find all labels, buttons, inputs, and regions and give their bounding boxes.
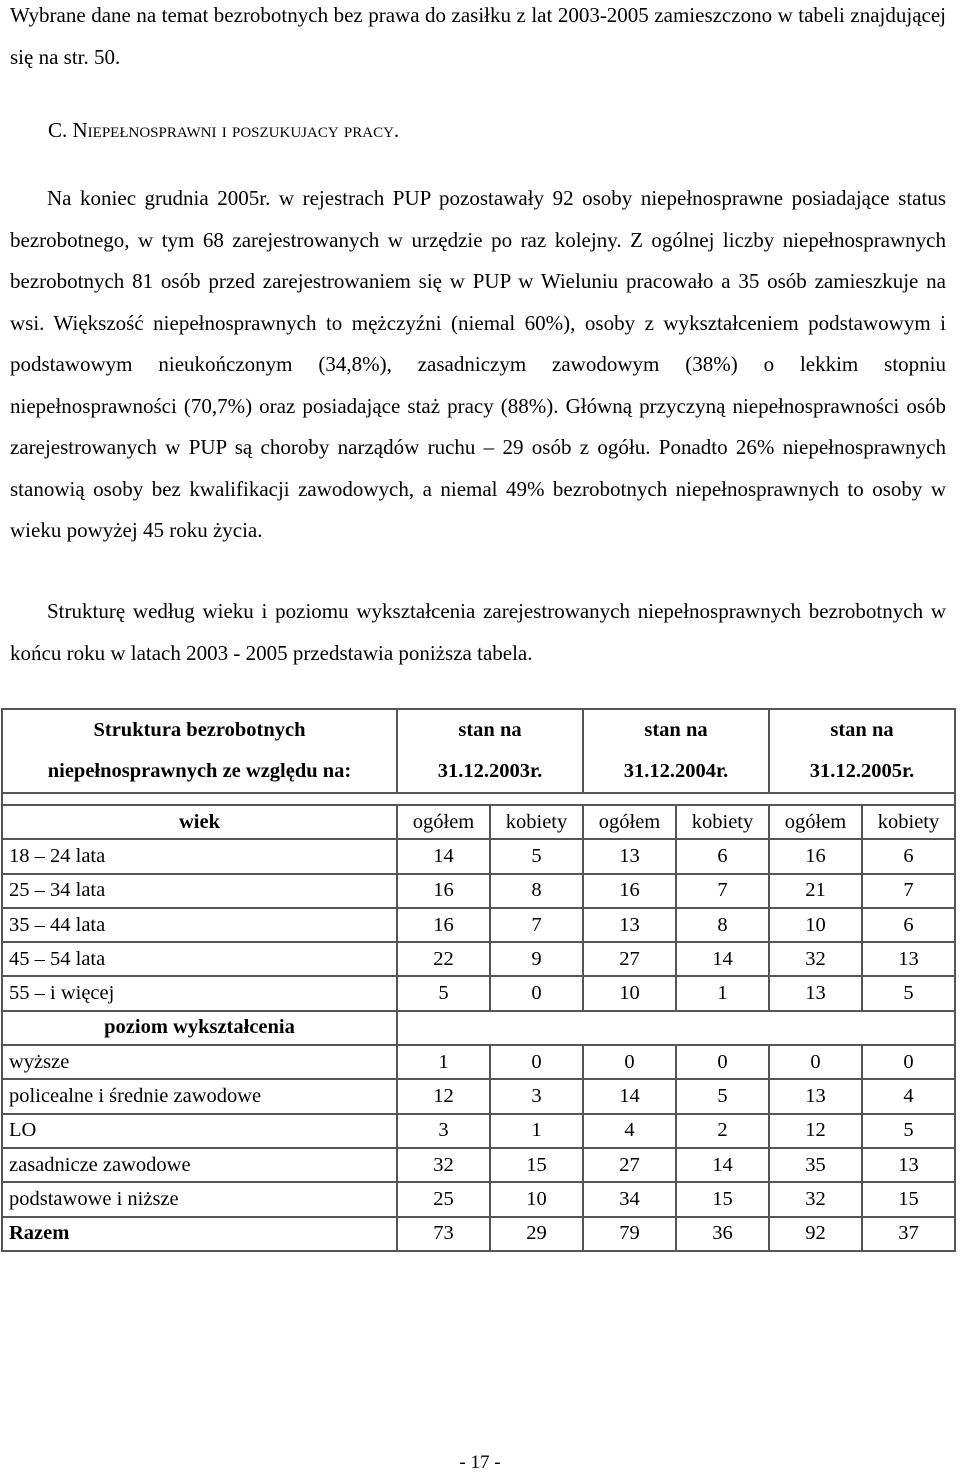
subheader-total: ogółem [583,805,676,839]
main-paragraph: Na koniec grudnia 2005r. w rejestrach PUP pozostawały 92 osoby niepełnosprawne posiadające status bezrobotnego, w tym 68 zarejestrowanych w urzędzie po raz kolejny. Z ogólnej liczby niepełnosprawnych bezrobotnych 81 osób przed zarejestrowaniem się w PUP w Wieluniu pracowało a 35 osób zamieszkuje na wsi. Większość niepełnosprawnych to mężczyźni (niemal 60%), osoby z wykształceniem podstawowym i podstawowym nieukończonym (34,8%), zasadniczym zawodowym (38%) o lekkim stopniu niepełnosprawności (70,7%) oraz posiadające staż pracy (88%). Główną przyczyną niepełnosprawności osób zarejestrowanych w PUP są choroby narządów ruchu – 29 osób z ogółu. Ponadto 26% niepełnosprawnych stanowią osoby bez kwalifikacji zawodowych, a niemal 49% bezrobotnych niepełnosprawnych to osoby w wieku powyżej 45 roku życia. [10,186,946,542]
table-cell-value: 7 [676,874,769,908]
period-header-2004 [583,709,769,793]
row-label: podstawowe i niższe [2,1182,397,1216]
period-header-line1: stan na [644,719,708,741]
table-row [2,942,955,976]
total-row-label: Razem [2,1217,397,1251]
row-label: 18 – 24 lata [2,839,397,873]
period-header-line1: stan na [458,719,522,741]
row-label: 35 – 44 lata [2,908,397,942]
table-header-label [2,709,397,793]
table-row [2,1148,955,1182]
table-cell-value: 12 [769,1114,862,1148]
education-section-header-row [2,1011,955,1045]
table-cell-value: 7 [862,874,955,908]
table-cell-value: 35 [769,1148,862,1182]
total-cell-value: 36 [676,1217,769,1251]
subheader-women: kobiety [862,805,955,839]
table-cell-value: 13 [583,839,676,873]
table-cell-value: 32 [769,1182,862,1216]
age-section-label: wiek [2,805,397,839]
table-cell-value: 5 [490,839,583,873]
total-cell-value: 73 [397,1217,490,1251]
table-cell-value: 34 [583,1182,676,1216]
structure-paragraph: Strukturę według wieku i poziomu wykształcenia zarejestrowanych niepełnosprawnych bezrobotnych w końcu roku w latach 2003 - 2005 przedstawia poniższa tabela. [10,599,946,665]
row-label: wyższe [2,1045,397,1079]
row-label: 55 – i więcej [2,976,397,1010]
table-cell-value: 6 [676,839,769,873]
table-cell-value: 0 [583,1045,676,1079]
period-header-2003 [397,709,583,793]
period-header-date: 31.12.2003r. [437,760,543,782]
subheader-women: kobiety [490,805,583,839]
table-cell-value: 32 [397,1148,490,1182]
table-cell-value: 16 [769,839,862,873]
total-row [2,1217,955,1251]
education-section-label: poziom wykształcenia [2,1011,397,1045]
subheader-total: ogółem [769,805,862,839]
table-cell-value: 5 [862,976,955,1010]
total-cell-value: 92 [769,1217,862,1251]
table-cell-value: 6 [862,839,955,873]
table-cell-value: 1 [676,976,769,1010]
table-cell-value: 10 [769,908,862,942]
table-row [2,1079,955,1113]
period-header-2005 [769,709,955,793]
table-cell-value: 21 [769,874,862,908]
unemployment-structure-table [1,708,956,1252]
table-cell-value: 3 [397,1114,490,1148]
table-cell-value: 1 [397,1045,490,1079]
age-rows [2,839,955,1010]
table-cell-value: 27 [583,942,676,976]
table-cell-value: 8 [676,908,769,942]
table-cell-value: 1 [490,1114,583,1148]
table-cell-value: 5 [676,1079,769,1113]
table-row [2,908,955,942]
section-heading-prefix: C. [48,118,73,142]
table-cell-value: 13 [583,908,676,942]
row-label: 25 – 34 lata [2,874,397,908]
total-cell-value: 29 [490,1217,583,1251]
table-cell-value: 0 [769,1045,862,1079]
table-cell-value: 15 [676,1182,769,1216]
table-cell-value: 9 [490,942,583,976]
table-cell-value: 0 [676,1045,769,1079]
table-cell-value: 3 [490,1079,583,1113]
table-cell-value: 8 [490,874,583,908]
table-cell-value: 14 [583,1079,676,1113]
table-cell-value: 14 [397,839,490,873]
table-cell-value: 6 [862,908,955,942]
table-cell-value: 16 [583,874,676,908]
table-gap-row [2,793,955,805]
table-cell-value: 5 [397,976,490,1010]
table-row [2,874,955,908]
table-cell-value: 13 [769,976,862,1010]
total-rows [2,1217,955,1251]
education-rows [2,1045,955,1216]
intro-paragraph: Wybrane dane na temat bezrobotnych bez prawa do zasiłku z lat 2003-2005 zamieszczono w tabeli znajdującej się na str. 50. [10,3,946,69]
row-label: LO [2,1114,397,1148]
table-cell-value: 0 [490,976,583,1010]
period-header-line1: stan na [830,719,894,741]
table-cell-value: 32 [769,942,862,976]
table-cell-value: 4 [862,1079,955,1113]
table-cell-value: 12 [397,1079,490,1113]
table-cell-value: 0 [862,1045,955,1079]
table-cell-value: 16 [397,908,490,942]
subheader-women: kobiety [676,805,769,839]
period-header-date: 31.12.2004r. [623,760,729,782]
table-cell-value: 27 [583,1148,676,1182]
table-cell-value: 13 [862,1148,955,1182]
table-cell-value: 10 [583,976,676,1010]
table-row [2,1182,955,1216]
page-number: - 17 - [459,1452,501,1473]
total-cell-value: 37 [862,1217,955,1251]
table-row [2,1114,955,1148]
table-cell-value: 15 [490,1148,583,1182]
table-cell-value: 13 [769,1079,862,1113]
row-label: policealne i średnie zawodowe [2,1079,397,1113]
table-cell-value: 15 [862,1182,955,1216]
table-cell-value: 7 [490,908,583,942]
row-label: zasadnicze zawodowe [2,1148,397,1182]
age-section-header-row [2,805,955,839]
table-cell-value: 16 [397,874,490,908]
table-header-label-line1: Struktura bezrobotnych [93,719,306,741]
table-cell-value: 13 [862,942,955,976]
table-row [2,839,955,873]
subheader-total: ogółem [397,805,490,839]
total-cell-value: 79 [583,1217,676,1251]
education-section-empty [397,1011,955,1045]
table-cell-value: 0 [490,1045,583,1079]
table-cell-value: 14 [676,942,769,976]
table-cell-value: 22 [397,942,490,976]
table-cell-value: 4 [583,1114,676,1148]
table-row [2,1045,955,1079]
table-cell-value: 2 [676,1114,769,1148]
table-header-label-line2: niepełnosprawnych ze względu na: [47,760,352,782]
table-cell-value: 5 [862,1114,955,1148]
table-row [2,976,955,1010]
section-heading [48,110,928,152]
row-label: 45 – 54 lata [2,942,397,976]
table-cell-value: 10 [490,1182,583,1216]
period-header-date: 31.12.2005r. [809,760,915,782]
table-cell-value: 14 [676,1148,769,1182]
table-cell-value: 25 [397,1182,490,1216]
section-heading-title: Niepełnosprawni i poszukujacy pracy. [72,118,400,142]
